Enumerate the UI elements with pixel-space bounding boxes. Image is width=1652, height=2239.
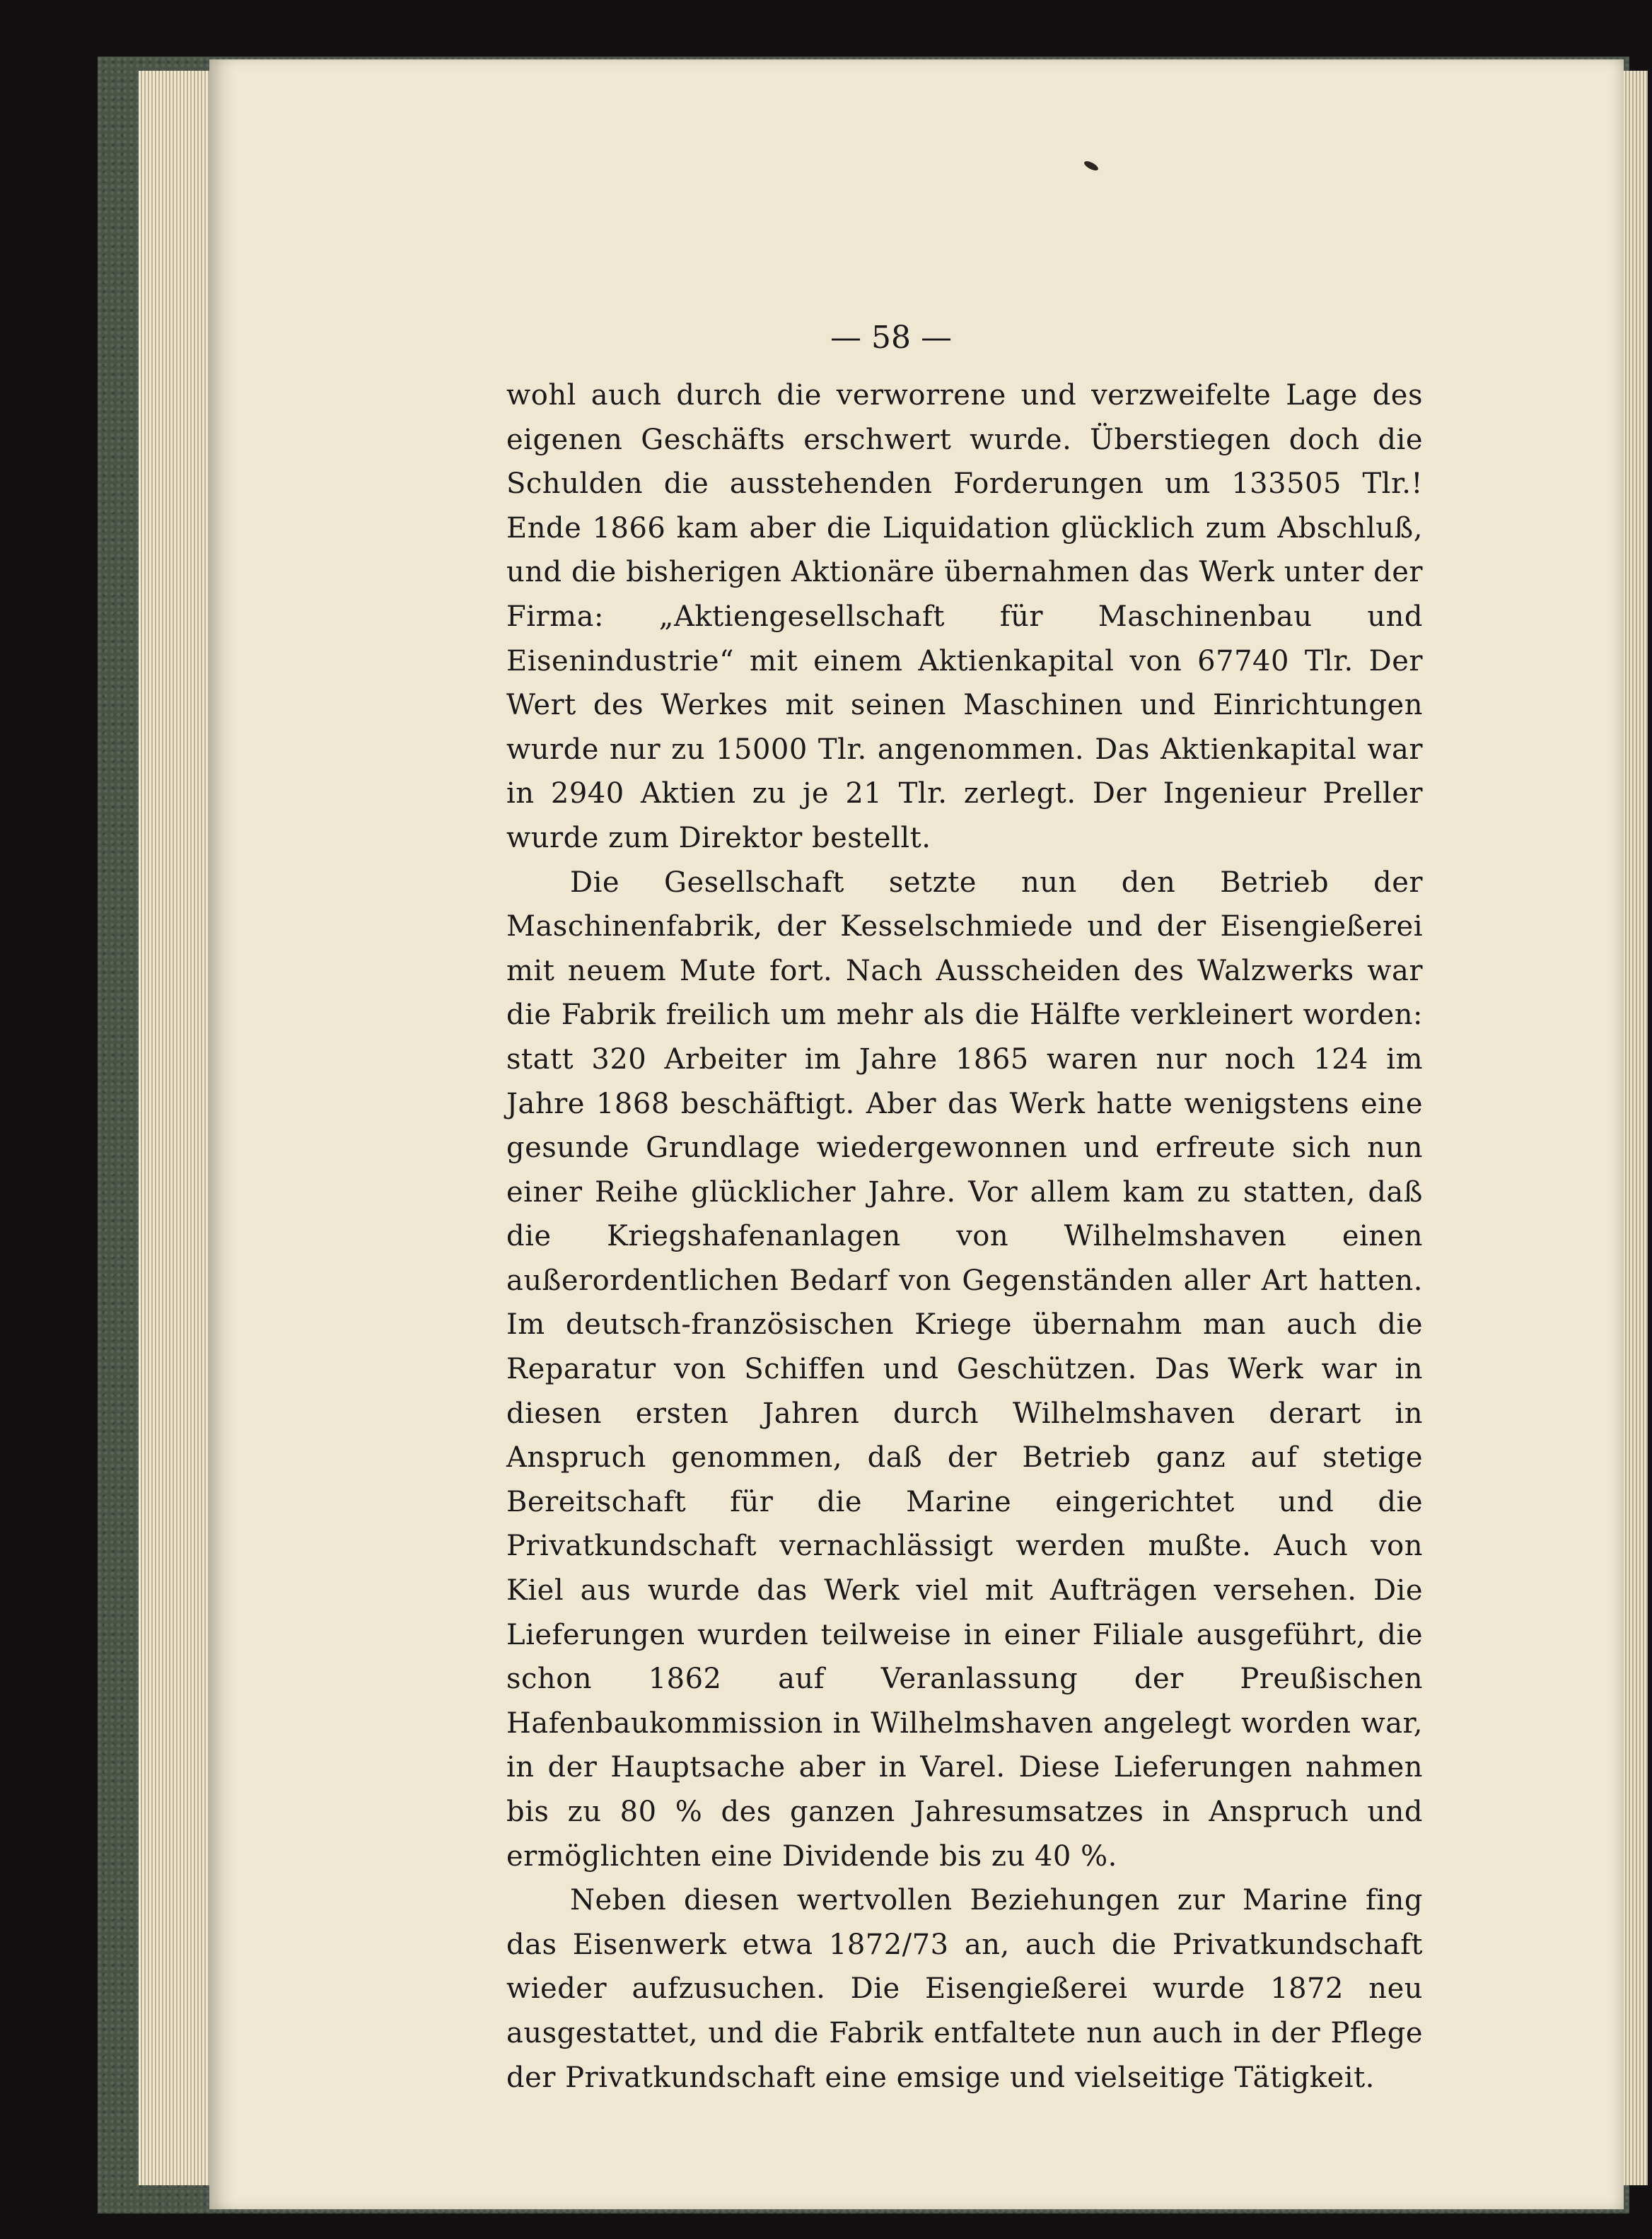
ink-speck (1083, 159, 1100, 172)
page-stack-edges (139, 71, 209, 2185)
page-number: — 58 — (830, 320, 952, 356)
paragraph-1: wohl auch durch die verworrene und verzweifelte Lage des eigenen Geschäfts erschwert wurde. Überstiegen doch die Schulden die ausstehenden Forderungen um 133505 Tlr.! Ende 1866 kam aber die Liquidation glücklich zum Abschluß, und die bisherigen Aktionäre übernahmen das Werk unter der Firma: „Aktiengesellschaft für Maschinenbau und Eisenindustrie“ mit einem Aktienkapital von 67740 Tlr. Der Wert des Werkes mit seinen Maschinen und Einrichtungen wurde nur zu 15000 Tlr. angenommen. Das Aktienkapital war in 2940 Aktien zu je 21 Tlr. zerlegt. Der Ingenieur Preller wurde zum Direktor bestellt. (506, 379, 1423, 854)
paragraph-3: Neben diesen wertvollen Beziehungen zur Marine fing das Eisenwerk etwa 1872/73 an, auch die Privatkundschaft wieder aufzusuchen. Die Eisengießerei wurde 1872 neu ausgestattet, und die Fabrik entfaltete nun auch in der Pflege der Privatkundschaft eine emsige und vielseitige Tätigkeit. (506, 1884, 1423, 2094)
paragraph-2: Die Gesellschaft setzte nun den Betrieb der Maschinenfabrik, der Kesselschmiede und der Eisengießerei mit neuem Mute fort. Nach Ausscheiden des Walzwerks war die Fabrik freilich um mehr als die Hälfte verkleinert worden: statt 320 Arbeiter im Jahre 1865 waren nur noch 124 im Jahre 1868 beschäftigt. Aber das Werk hatte wenigstens eine gesunde Grundlage wiedergewonnen und erfreute sich nun einer Reihe glücklicher Jahre. Vor allem kam zu statten, daß die Kriegshafenanlagen von Wilhelmshaven einen außerordentlichen Bedarf von Gegenständen aller Art hatten. Im deutsch-französischen Kriege übernahm man auch die Reparatur von Schiffen und Geschützen. Das Werk war in diesen ersten Jahren durch Wilhelmshaven derart in Anspruch genommen, daß der Betrieb ganz auf stetige Bereitschaft für die Marine eingerichtet und die Privatkundschaft vernachlässigt werden mußte. Auch von Kiel aus wurde das Werk viel mit Aufträgen versehen. Die Lieferungen wurden teilweise in einer Filiale ausgeführt, die schon 1862 auf Veranlassung der Preußischen Hafenbaukommission in Wilhelmshaven angelegt worden war, in der Hauptsache aber in Varel. Diese Lieferungen nahmen bis zu 80 % des ganzen Jahresumsatzes in Anspruch und ermöglichten eine Dividende bis zu 40 %. (506, 866, 1423, 1873)
body-text (506, 373, 1423, 2100)
back-page-edge (1619, 71, 1648, 2185)
